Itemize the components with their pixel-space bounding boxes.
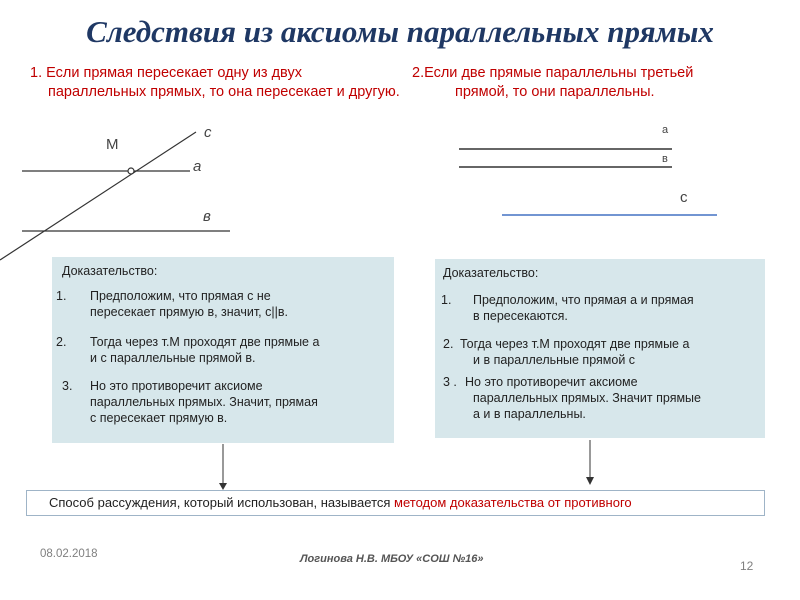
- proof-2-item-1-line-2: в пересекаются.: [473, 309, 568, 323]
- proof-2-item-3-num: 3 .: [443, 375, 457, 389]
- label-b: в: [203, 208, 211, 225]
- proof-1-item-1-num: 1.: [56, 289, 67, 303]
- proof-1-item-3-line-3: с пересекает прямую в.: [90, 411, 228, 425]
- proof-1-item-2-num: 2.: [56, 335, 67, 349]
- proof-2-heading: Доказательство:: [443, 266, 539, 280]
- proof-2-item-1-line-1: Предположим, что прямая а и прямая: [473, 293, 694, 307]
- proof-2-item-2-line-1: Тогда через т.М проходят две прямые а: [460, 337, 690, 351]
- proof-2-item-3-line-1: Но это противоречит аксиоме: [465, 375, 638, 389]
- proof-1-heading: Доказательство:: [62, 264, 158, 278]
- label-b2: в: [662, 153, 668, 165]
- arrow-1-head: [219, 483, 227, 490]
- proof-2-item-3-line-2: параллельных прямых. Значит прямые: [473, 391, 701, 405]
- footer-author: Логинова Н.В. МБОУ «СОШ №16»: [300, 553, 484, 565]
- label-c2: с: [680, 189, 688, 206]
- proof-1-item-1-line-2: пересекает прямую в, значит, с||в.: [90, 305, 288, 319]
- proof-1-item-3-line-1: Но это противоречит аксиоме: [90, 379, 263, 393]
- label-a2: а: [662, 124, 669, 136]
- conclusion-text: Способ рассуждения, который использован, называется: [49, 495, 395, 510]
- conclusion-highlight: методом доказательства от противного: [394, 495, 632, 510]
- label-m: М: [106, 136, 119, 153]
- proof-1-item-2-line-2: и с параллельные прямой в.: [90, 351, 256, 365]
- proof-2-item-3-line-3: а и в параллельны.: [473, 407, 586, 421]
- proof-2-item-1-num: 1.: [441, 293, 452, 307]
- proof-box-2: [435, 259, 765, 438]
- statement-2-rest: прямой, то они параллельны.: [455, 84, 655, 100]
- statement-1-first-line: 1. Если прямая пересекает одну из двух: [30, 65, 302, 81]
- proof-1-item-3-num: 3.: [62, 379, 73, 393]
- proof-2-item-2-line-2: и в параллельные прямой с: [473, 353, 636, 367]
- line-c: [0, 132, 196, 260]
- proof-1-item-1-line-1: Предположим, что прямая с не: [90, 289, 271, 303]
- proof-1-item-2-line-1: Тогда через т.М проходят две прямые а: [90, 335, 320, 349]
- conclusion-box: [26, 490, 765, 516]
- label-c: с: [204, 124, 212, 141]
- point-m: [128, 168, 134, 174]
- slide-title: Следствия из аксиомы параллельных прямых: [86, 14, 714, 49]
- arrow-2-head: [586, 477, 594, 485]
- statement-2: [412, 64, 772, 102]
- proof-1-item-3-line-2: параллельных прямых. Значит, прямая: [90, 395, 318, 409]
- statement-1-rest: параллельных прямых, то она пересекает и другую.: [48, 84, 400, 100]
- proof-box-1: [52, 257, 394, 443]
- label-a: а: [193, 158, 202, 175]
- page-number: 12: [740, 559, 754, 573]
- statement-2-first-line: 2.Если две прямые параллельны третьей: [412, 65, 694, 81]
- footer-date: 08.02.2018: [40, 548, 98, 560]
- proof-2-item-2-num: 2.: [443, 337, 454, 351]
- statement-1: [30, 64, 400, 102]
